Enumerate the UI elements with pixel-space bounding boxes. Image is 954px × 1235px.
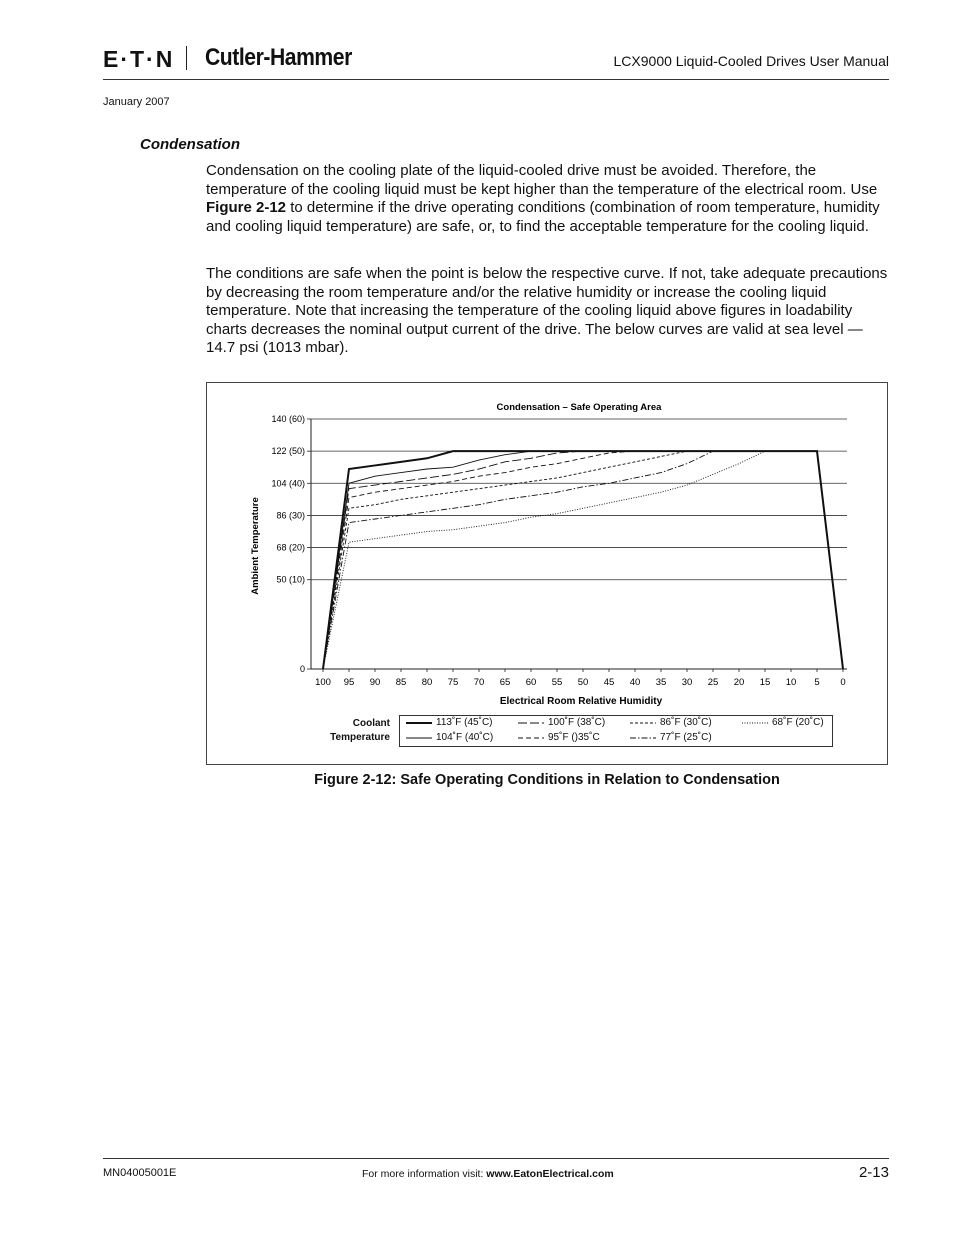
eaton-logo: E·T·N xyxy=(103,46,175,72)
legend-swatch xyxy=(406,719,432,727)
x-tick-label: 70 xyxy=(473,677,485,688)
legend-swatch xyxy=(406,734,432,742)
figure-reference: Figure 2-12 xyxy=(206,199,287,217)
footer-info xyxy=(362,1168,614,1180)
legend-swatch xyxy=(518,734,544,742)
legend-swatch xyxy=(630,734,656,742)
legend-label: 113˚F (45˚C) xyxy=(436,717,493,728)
x-tick-label: 95 xyxy=(343,677,355,688)
logo-separator xyxy=(186,46,187,70)
x-tick-label: 20 xyxy=(733,677,745,688)
x-tick-label: 75 xyxy=(447,677,459,688)
legend-swatch xyxy=(742,719,768,727)
x-tick-label: 45 xyxy=(603,677,615,688)
x-tick-label: 40 xyxy=(629,677,641,688)
y-tick-label: 50 (10) xyxy=(276,574,305,585)
legend-swatch xyxy=(518,719,544,727)
chart-title: Condensation – Safe Operating Area xyxy=(496,402,662,413)
legend-item xyxy=(518,732,600,743)
y-tick-label: 68 (20) xyxy=(276,542,305,553)
legend-item xyxy=(630,732,712,743)
x-tick-label: 15 xyxy=(759,677,771,688)
y-tick-label: 104 (40) xyxy=(271,478,305,489)
x-tick-label: 80 xyxy=(421,677,433,688)
y-tick-label: 0 xyxy=(299,664,305,674)
document-number: MN04005001E xyxy=(103,1167,177,1179)
x-tick-label: 25 xyxy=(707,677,719,688)
x-tick-label: 85 xyxy=(395,677,407,688)
header-rule xyxy=(103,79,889,80)
legend-label: 100˚F (38˚C) xyxy=(548,717,606,728)
legend-label: 77˚F (25˚C) xyxy=(660,732,712,743)
series-line-5 xyxy=(323,451,843,669)
page-number: 2-13 xyxy=(858,1164,889,1181)
x-tick-label: 60 xyxy=(525,677,537,688)
legend-label: 86˚F (30˚C) xyxy=(660,717,712,728)
legend-item xyxy=(518,717,605,728)
series-line-2 xyxy=(323,451,843,669)
legend-label: 104˚F (40˚C) xyxy=(436,732,494,743)
legend-item xyxy=(406,717,493,728)
x-tick-label: 55 xyxy=(551,677,563,688)
footer-rule xyxy=(103,1158,889,1159)
paragraph-1-text-b: to determine if the drive operating conditions (combination of room temperature, humidity and cooling liquid temperature) are safe, or, to find the acceptable temperature for the cooling liquid. xyxy=(206,199,880,235)
paragraph-1 xyxy=(206,162,890,236)
figure-frame xyxy=(206,382,888,765)
paragraph-2: The conditions are safe when the point is below the respective curve. If not, take adequate precautions by decreasing the room temperature and/or the relative humidity or increase the cooling liquid temperature. Note that increasing the temperature of the cooling liquid above figures in loadability charts decreases the nominal output current of the drive. The below curves are valid at sea level — 14.7 psi (1013 mbar). xyxy=(206,265,888,357)
y-tick-label: 140 (60) xyxy=(271,414,305,424)
manual-title: LCX9000 Liquid-Cooled Drives User Manual xyxy=(613,53,889,69)
y-axis-label: Ambient Temperature xyxy=(250,497,261,595)
legend-label: 68˚F (20˚C) xyxy=(772,717,824,728)
legend-item xyxy=(406,732,493,743)
section-title: Condensation xyxy=(140,136,240,153)
footer-url[interactable]: www.EatonElectrical.com xyxy=(486,1168,614,1180)
series-line-6 xyxy=(323,451,843,669)
x-tick-label: 5 xyxy=(814,677,820,688)
legend-label: 95˚F ()35˚C xyxy=(548,732,600,743)
legend-title xyxy=(308,717,390,745)
chart-legend xyxy=(399,715,833,747)
legend-item xyxy=(742,717,824,728)
x-tick-label: 65 xyxy=(499,677,511,688)
x-tick-label: 50 xyxy=(577,677,589,688)
condensation-chart xyxy=(207,383,887,764)
x-tick-label: 35 xyxy=(655,677,667,688)
legend-title-line-2: Temperature xyxy=(330,732,390,743)
x-axis-label: Electrical Room Relative Humidity xyxy=(499,696,663,707)
x-tick-label: 100 xyxy=(315,677,331,688)
x-tick-label: 0 xyxy=(840,677,846,688)
legend-title-line-1: Coolant xyxy=(352,718,390,729)
footer-info-prefix: For more information visit: xyxy=(362,1168,487,1180)
x-tick-label: 10 xyxy=(785,677,797,688)
y-tick-label: 86 (30) xyxy=(276,510,305,521)
series-line-3 xyxy=(323,451,843,669)
figure-caption: Figure 2-12: Safe Operating Conditions in Relation to Condensation xyxy=(314,772,780,788)
legend-item xyxy=(630,717,712,728)
series-line-1 xyxy=(323,451,843,669)
brand-name: Cutler-Hammer xyxy=(205,44,352,71)
y-tick-label: 122 (50) xyxy=(271,446,305,457)
series-line-4 xyxy=(323,451,843,669)
legend-swatch xyxy=(630,719,656,727)
paragraph-1-text-a: Condensation on the cooling plate of the liquid-cooled drive must be avoided. Therefore, the temperature of the cooling liquid must be kept higher than the temperature of the electrical room. Use xyxy=(206,162,878,198)
series-line-0 xyxy=(323,451,843,669)
publication-date: January 2007 xyxy=(103,96,170,108)
x-tick-label: 30 xyxy=(681,677,693,688)
x-tick-label: 90 xyxy=(369,677,381,688)
